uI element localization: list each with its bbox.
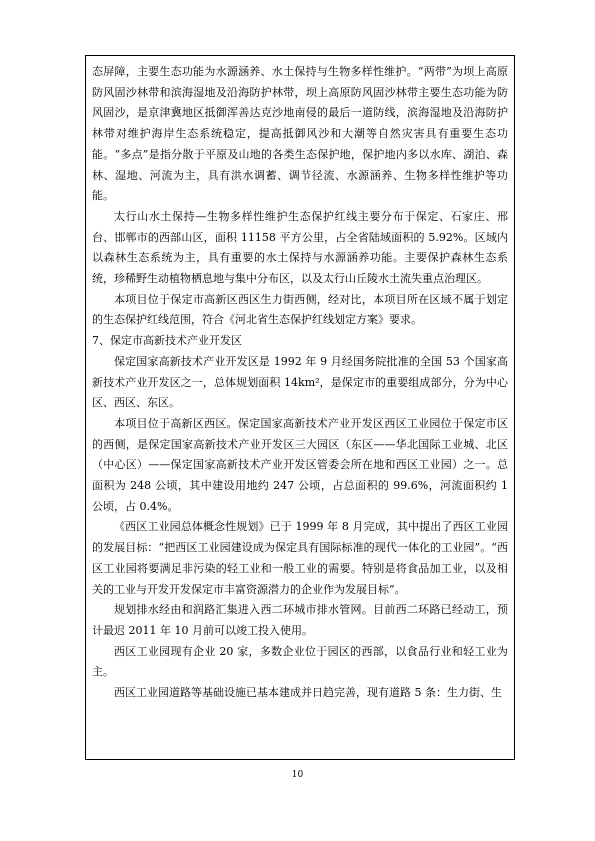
paragraph-4: 保定国家高新技术产业开发区是 1992 年 9 月经国务院批准的全国 53 个国家高新技术产业开发区之一，总体规划面积 14km²，是保定市的重要组成部分，分为中心区、西区、东区。 [92,354,508,410]
paragraph-6: 《西区工业园总体概念性规划》已于 1999 年 8 月完成，其中提出了西区工业园的发展目标：“把西区工业园建设成为保定具有国际标准的现代一体化的工业园”。“西区工业园将要满足非污染的轻工业和一般工业的需要。特别是将食品加工业，以及相关的工业与开发开发保定市丰富资源潜力的企业作为发展目标”。 [92,520,508,596]
section-heading: 7、保定市高新技术产业开发区 [92,334,242,348]
text-frame [85,55,515,760]
paragraph-8: 西区工业园现有企业 20 家，多数企业位于园区的西部，以食品行业和轻工业为主。 [92,644,508,679]
document-body [92,62,508,704]
paragraph-2: 太行山水土保持—生物多样性维护生态保护红线主要分布于保定、石家庄、邢台、邯郸市的西部山区，面积 11158 平方公里，占全省陆域面积的 5.92%。区域内以森林生态系统为主，具有重要的水土保持与水源涵养功能。主要保护森林生态系统，珍稀野生动植物栖息地与集中分布区，以及太行山丘陵水土流失重点治理区。 [92,209,508,286]
page-number: 10 [291,770,304,780]
paragraph-7: 规划排水经由和润路汇集进入西二环城市排水管网。目前西二环路已经动工，预计最迟 2011 年 10 月前可以竣工投入使用。 [92,603,508,637]
paragraph-9: 西区工业园道路等基础设施已基本建成并日趋完善，现有道路 5 条：生力街、生 [114,686,502,700]
paragraph-5: 本项目位于高新区西区。保定国家高新技术产业开发区西区工业园位于保定市区的西侧，是保定国家高新技术产业开发区三大园区（东区——华北国际工业城、北区（中心区）——保定国家高新技术产业开发区管委会所在地和西区工业园）之一。总面积为 248 公顷，其中建设用地约 247 公顷，占总面积的 99.6%，河流面积约 1 公顷，占 0.4%。 [92,416,508,513]
paragraph-3: 本项目位于保定市高新区西区生力街西侧，经对比，本项目所在区域不属于划定的生态保护红线范围，符合《河北省生态保护红线划定方案》要求。 [92,292,508,327]
paragraph-1: 态屏障，主要生态功能为水源涵养、水土保持与生物多样性维护。“两带”为坝上高原防风固沙林带和滨海湿地及沿海防护林带，坝上高原防风固沙林带主要生态功能为防风固沙，是京津冀地区抵御浑善达克沙地南侵的最后一道防线，滨海湿地及沿海防护林带对维护海岸生态系统稳定，提高抵御风沙和大潮等自然灾害具有重要生态功能。“多点”是指分散于平原及山地的各类生态保护地，保护地内多以水库、湖泊、森林、湿地、河流为主，具有洪水调蓄、调节径流、水源涵养、生物多样性维护等功能。 [92,65,508,203]
